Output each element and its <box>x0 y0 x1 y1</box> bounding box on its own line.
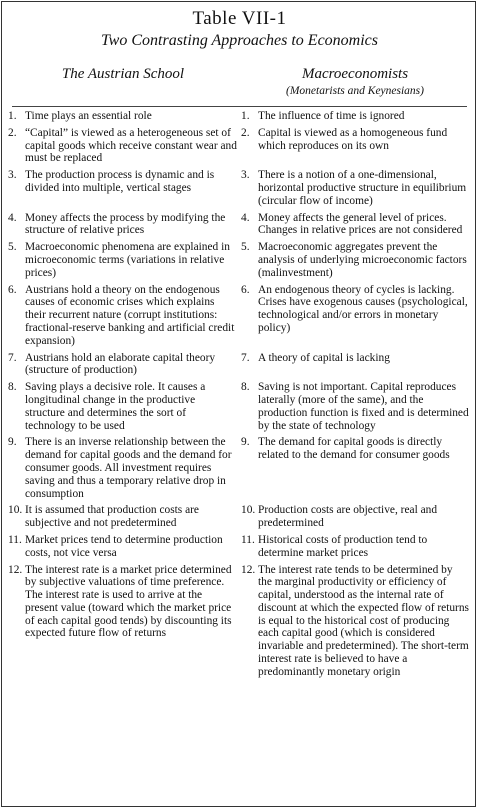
item-number: 10. <box>241 504 256 517</box>
macro-item <box>241 284 473 348</box>
item-number: 1. <box>241 110 250 122</box>
item-number: 11. <box>241 533 255 546</box>
item-number: 1. <box>8 110 17 122</box>
macro-item <box>241 534 473 560</box>
item-text: The interest rate tends to be determined by the marginal productivity or efficiency of capital, understood as the internal rate of discount at which the expected flow of returns is equal to the historical cost of producing each capital good (which is considered invariable and predetermined). The short-term interest rate is believed to have a predominantly monetary origin <box>258 563 469 678</box>
item-number: 5. <box>241 241 250 254</box>
item-number: 6. <box>8 283 17 296</box>
item-number: 8. <box>8 381 17 394</box>
item-text: Saving plays a decisive role. It causes a longitudinal change in the productive structure and determines the sort of technology to be used <box>25 381 206 432</box>
austrian-item <box>8 241 241 279</box>
item-number: 6. <box>241 283 250 296</box>
item-number: 12. <box>241 563 256 576</box>
comparison-row <box>8 564 473 679</box>
macro-item <box>241 127 473 165</box>
item-text: Capital is viewed as a homogeneous fund which reproduces on its own <box>258 126 448 152</box>
austrian-item <box>8 564 241 679</box>
comparison-row <box>8 169 473 207</box>
macro-item <box>241 436 473 500</box>
table-subtitle: Two Contrasting Approaches to Economics <box>100 32 379 49</box>
comparison-row <box>8 110 473 123</box>
macro-column-header: Macroeconomists <box>301 66 409 82</box>
comparison-row <box>8 127 473 165</box>
macro-item <box>241 381 473 432</box>
austrian-item <box>8 127 241 165</box>
item-text: Production costs are objective, real and predetermined <box>258 504 438 530</box>
item-number: 3. <box>241 169 250 182</box>
item-text: Money affects the general level of prices. Changes in relative prices are not considered <box>258 211 463 237</box>
item-number: 12. <box>8 563 23 576</box>
macro-item <box>241 504 473 530</box>
item-text: The demand for capital goods is directly related to the demand for consumer goods <box>258 436 450 462</box>
macro-column-subheader: (Monetarists and Keynesians) <box>286 85 424 97</box>
header-rule <box>12 106 467 107</box>
austrian-item <box>8 352 241 378</box>
item-number: 2. <box>241 126 250 139</box>
item-number: 10. <box>8 504 23 517</box>
macro-item <box>241 212 473 238</box>
item-number: 3. <box>8 169 17 182</box>
austrian-column-header: The Austrian School <box>61 66 185 82</box>
macro-item <box>241 241 473 279</box>
item-text: Historical costs of production tend to determine market prices <box>258 533 428 559</box>
item-text: Market prices tend to determine production costs, not vice versa <box>25 533 223 559</box>
item-text: Money affects the process by modifying the structure of relative prices <box>25 211 226 237</box>
item-number: 11. <box>8 533 22 546</box>
item-text: The interest rate is a market price determined by subjective valuations of time preference. The interest rate is used to arrive at the present value (toward which the market price of each capital good tends) by discounting its expected future flow of returns <box>25 563 232 640</box>
item-number: 9. <box>241 436 250 449</box>
comparison-row <box>8 504 473 530</box>
comparison-row <box>8 381 473 432</box>
item-text: It is assumed that production costs are subjective and not predetermined <box>25 504 199 530</box>
item-number: 8. <box>241 381 250 394</box>
comparison-row <box>8 436 473 500</box>
comparison-row <box>8 534 473 560</box>
austrian-item <box>8 381 241 432</box>
austrian-item <box>8 212 241 238</box>
macro-item <box>241 352 473 378</box>
item-text: Austrians hold an elaborate capital theory (structure of production) <box>25 351 216 377</box>
austrian-item <box>8 534 241 560</box>
item-number: 2. <box>8 126 17 139</box>
macro-item <box>241 110 473 123</box>
austrian-item <box>8 110 241 123</box>
item-text: The influence of time is ignored <box>258 110 405 122</box>
comparison-list <box>8 110 473 683</box>
item-number: 5. <box>8 241 17 254</box>
item-text: There is an inverse relationship between the demand for capital goods and the demand for consumer goods. All investment requires saving and thus a temporary relative drop in consumption <box>25 436 232 500</box>
austrian-item <box>8 169 241 207</box>
item-text: Macroeconomic phenomena are explained in microeconomic terms (variations in relative prices) <box>25 241 230 279</box>
table-title: Table VII-1 <box>192 8 287 29</box>
item-text: A theory of capital is lacking <box>258 351 390 364</box>
item-number: 7. <box>8 351 17 364</box>
comparison-row <box>8 241 473 279</box>
item-number: 4. <box>241 211 250 224</box>
item-text: An endogenous theory of cycles is lacking. Crises have exogenous causes (psychological, technological and/or errors in monetary policy) <box>258 283 468 334</box>
item-number: 4. <box>8 211 17 224</box>
macro-item <box>241 169 473 207</box>
item-text: There is a notion of a one-dimensional, horizontal productive structure in equilibrium (circular flow of income) <box>258 169 467 207</box>
item-text: “Capital” is viewed as a heterogeneous set of capital goods which receive constant wear and must be replaced <box>25 126 237 165</box>
comparison-row <box>8 212 473 238</box>
comparison-row <box>8 352 473 378</box>
item-number: 7. <box>241 351 250 364</box>
austrian-item <box>8 504 241 530</box>
austrian-item <box>8 284 241 348</box>
item-number: 9. <box>8 436 17 449</box>
item-text: The production process is dynamic and is divided into multiple, vertical stages <box>25 169 215 194</box>
austrian-item <box>8 436 241 500</box>
macro-item <box>241 564 473 679</box>
item-text: Saving is not important. Capital reproduces laterally (more of the same), and the production function is fixed and is determined by the state of technology <box>258 381 469 432</box>
item-text: Austrians hold a theory on the endogenous causes of economic crises which explains their recurrent nature (corrupt institutions: fractional-reserve banking and artificial credit expansion) <box>25 283 235 347</box>
item-text: Time plays an essential role <box>25 110 152 122</box>
comparison-row <box>8 284 473 348</box>
item-text: Macroeconomic aggregates prevent the analysis of underlying microeconomic factors (malinvestment) <box>258 241 467 279</box>
